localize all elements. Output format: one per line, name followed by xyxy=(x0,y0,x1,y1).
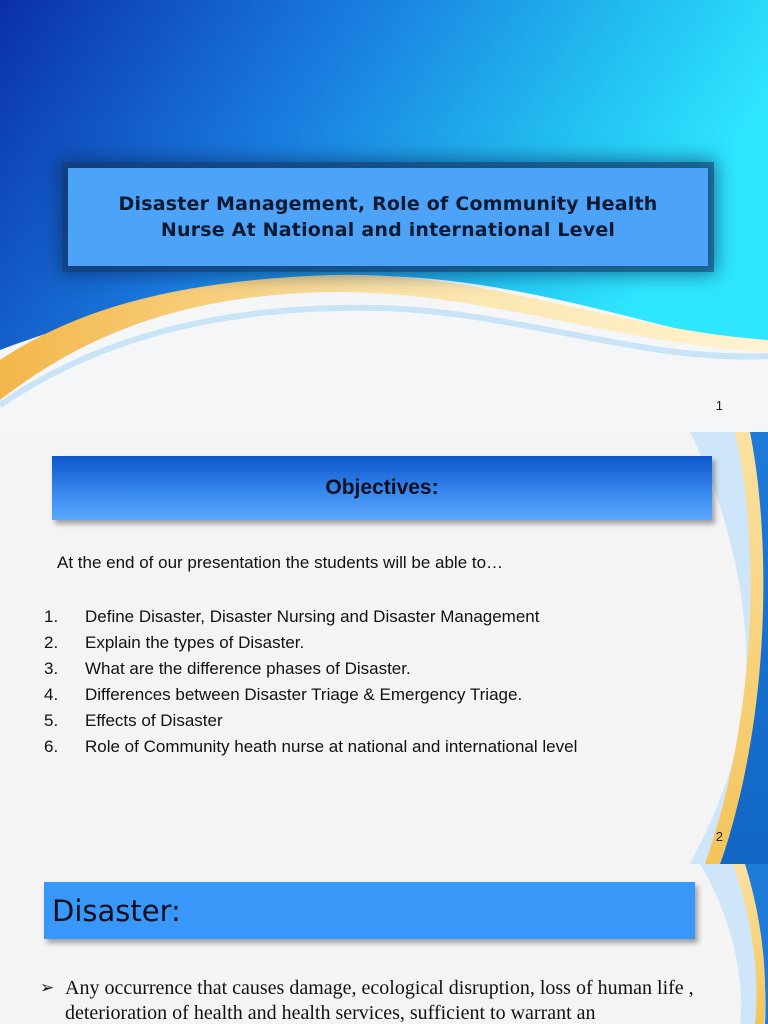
list-text: Explain the types of Disaster. xyxy=(85,633,305,652)
list-item xyxy=(44,604,577,630)
slide-2 xyxy=(0,432,768,864)
objectives-list xyxy=(44,604,577,760)
list-text: Effects of Disaster xyxy=(85,711,223,730)
list-item xyxy=(44,656,577,682)
list-item xyxy=(44,630,577,656)
list-number: 2. xyxy=(44,633,59,652)
list-item xyxy=(44,682,577,708)
slide-1 xyxy=(0,0,768,432)
list-item xyxy=(44,734,577,760)
bullet-text: Any occurrence that causes damage, ecological disruption, loss of human life , deterioration of health and health services, sufficient to warrant an xyxy=(65,977,694,1024)
list-text: Differences between Disaster Triage & Emergency Triage. xyxy=(85,685,523,704)
objectives-intro: At the end of our presentation the students will be able to… xyxy=(57,553,504,572)
title-box xyxy=(68,168,708,266)
list-text: What are the difference phases of Disaster. xyxy=(85,659,411,678)
list-text: Role of Community heath nurse at national and international level xyxy=(85,737,578,756)
objectives-title: Objectives: xyxy=(325,476,439,499)
objectives-header xyxy=(52,456,712,520)
slide-number-2: 2 xyxy=(715,829,723,844)
list-number: 3. xyxy=(44,659,59,678)
list-number: 6. xyxy=(44,737,59,756)
presentation-title: Disaster Management, Role of Community Health Nurse At National and international Level xyxy=(118,193,658,241)
list-text: Define Disaster, Disaster Nursing and Disaster Management xyxy=(85,607,540,626)
list-number: 5. xyxy=(44,711,59,730)
slide-3 xyxy=(0,864,768,1024)
bullet-item xyxy=(40,976,710,1024)
arrow-bullet-icon: ➢ xyxy=(40,978,55,997)
list-item xyxy=(44,708,577,734)
disaster-header xyxy=(44,882,695,939)
disaster-title: Disaster: xyxy=(52,893,181,928)
list-number: 1. xyxy=(44,607,59,626)
list-number: 4. xyxy=(44,685,59,704)
slide-number-1: 1 xyxy=(715,398,723,413)
